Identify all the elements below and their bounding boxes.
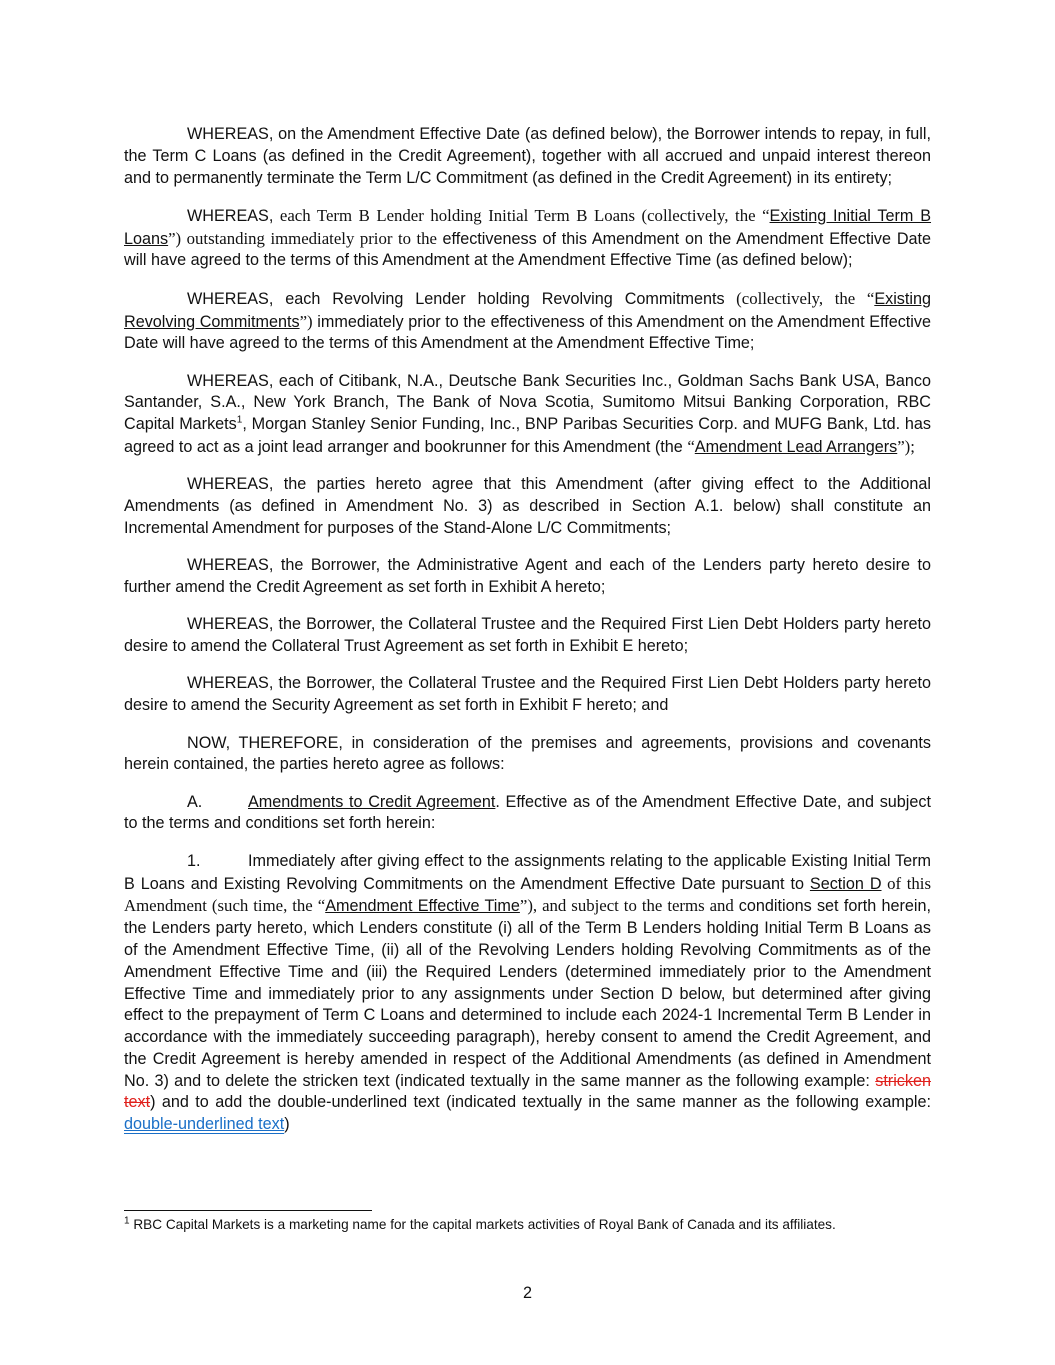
item-number: 1. xyxy=(187,851,201,870)
stricken-text-example: stricken text xyxy=(124,1071,931,1112)
defined-term-amendment-effective-time: Amendment Effective Time xyxy=(325,897,520,916)
footnote: $^1$ RBC Capital Markets is a marketing name for the capital markets activities of Royal Bank of Canada and its affiliates. xyxy=(124,1215,836,1232)
document-body xyxy=(124,124,931,1136)
whereas-existing-initial-term-b-loans: WHEREAS, each Term B Lender holding Initial Term B Loans (collectively, the “Existing Initial Term B Loans”) outstanding immediately prior to the effectiveness of this Amendment on the Amendment Effective Date will have agreed to the terms of this Amendment at the Amendment Effective Time (as defined below); xyxy=(124,205,932,270)
section-a-amendments: A. Amendments to Credit Agreement. Effective as of the Amendment Effective Date, and subject to the terms and conditions set forth herein: xyxy=(124,792,931,833)
defined-term-existing-initial-term-b-loans: Existing Initial Term B Loans xyxy=(124,206,932,248)
whereas-amend-collateral-trust-agreement: WHEREAS, the Borrower, the Collateral Trustee and the Required First Lien Debt Holders party hereto desire to amend the Collateral Trust Agreement as set forth in Exhibit E hereto; xyxy=(124,615,931,656)
whereas-existing-revolving-commitments: WHEREAS, each Revolving Lender holding Revolving Commitments (collectively, the “Existing Revolving Commitments”) immediately prior to the effectiveness of this Amendment on the Amendment Effective Date will have agreed to the terms of this Amendment at the Amendment Effective Time; xyxy=(124,288,931,353)
defined-term-existing-revolving-commitments: Existing Revolving Commitments xyxy=(124,289,931,331)
now-therefore-clause: NOW, THEREFORE, in consideration of the premises and agreements, provisions and covenants herein contained, the parties hereto agree as follows: xyxy=(124,733,931,774)
whereas-repay-term-c-loans: WHEREAS, on the Amendment Effective Date (as defined below), the Borrower intends to repay, in full, the Term C Loans (as defined in the Credit Agreement), together with all accrued and unpaid interest thereon and to permanently terminate the Term L/C Commitment (as defined in the Credit Agreement) in its entirety; xyxy=(124,125,931,187)
whereas-amend-credit-agreement: WHEREAS, the Borrower, the Administrative Agent and each of the Lenders party hereto desire to further amend the Credit Agreement as set forth in Exhibit A hereto; xyxy=(124,556,931,597)
whereas-lead-arrangers: WHEREAS, each of Citibank, N.A., Deutsche Bank Securities Inc., Goldman Sachs Bank USA, Banco Santander, S.A., New York Branch, The Bank of Nova Scotia, Sumitomo Mitsui Banking Corporation, RBC Capital Markets$^1$, Morgan Stanley Senior Funding, Inc., BNP Paribas Securities Corp. and MUFG Bank, Ltd. has agreed to act as a joint lead arranger and bookrunner for this Amendment (the “Amendment Lead Arrangers”); xyxy=(124,371,932,457)
whereas-incremental-amendment: WHEREAS, the parties hereto agree that this Amendment (after giving effect to the Additional Amendments (as defined in Amendment No. 3) as described in Section A.1. below) shall constitute an Incremental Amendment for purposes of the Stand-Alone L/C Commitments; xyxy=(124,475,931,537)
double-underlined-text-example: double-underlined text xyxy=(124,1115,285,1134)
defined-term-amendment-lead-arrangers: Amendment Lead Arrangers xyxy=(694,438,898,457)
section-heading: Amendments to Credit Agreement xyxy=(248,792,496,811)
section-number: A. xyxy=(187,792,203,811)
whereas-amend-security-agreement: WHEREAS, the Borrower, the Collateral Trustee and the Required First Lien Debt Holders party hereto desire to amend the Security Agreement as set forth in Exhibit F hereto; and xyxy=(124,674,931,715)
section-a-1-consent: 1. Immediately after giving effect to the assignments relating to the applicable Existing Initial Term B Loans and Existing Revolving Commitments on the Amendment Effective Date pursuant to Section D of this Amendment (such time, the “Amendment Effective Time”), and subject to the terms and conditions set forth herein, the Lenders party hereto, which Lenders constitute (i) all of the Term B Lenders holding Initial Term B Loans as of the Amendment Effective Time, (ii) all of the Revolving Lenders holding Revolving Commitments as of the Amendment Effective Time and (iii) the Required Lenders (determined immediately prior to the Amendment Effective Time and immediately prior to any assignments under Section D below, but determined after giving effect to the prepayment of Term C Loans and determined to include each 2024-1 Incremental Term B Lender in accordance with the immediately succeeding paragraph), hereby consent to amend the Credit Agreement, and the Credit Agreement is hereby amended in respect of the Additional Amendments (as defined in Amendment No. 3) and to delete the stricken text (indicated textually in the same manner as the following example: stricken text) and to add the double-underlined text (indicated textually in the same manner as the following example: double-underlined text) xyxy=(124,851,931,1134)
footnote-reference: 1 xyxy=(236,414,243,426)
section-d-reference: Section D xyxy=(809,874,882,893)
footnote-marker: 1 xyxy=(124,1215,130,1227)
page-number: 2 xyxy=(522,1284,532,1302)
footnote-separator xyxy=(124,1210,372,1211)
